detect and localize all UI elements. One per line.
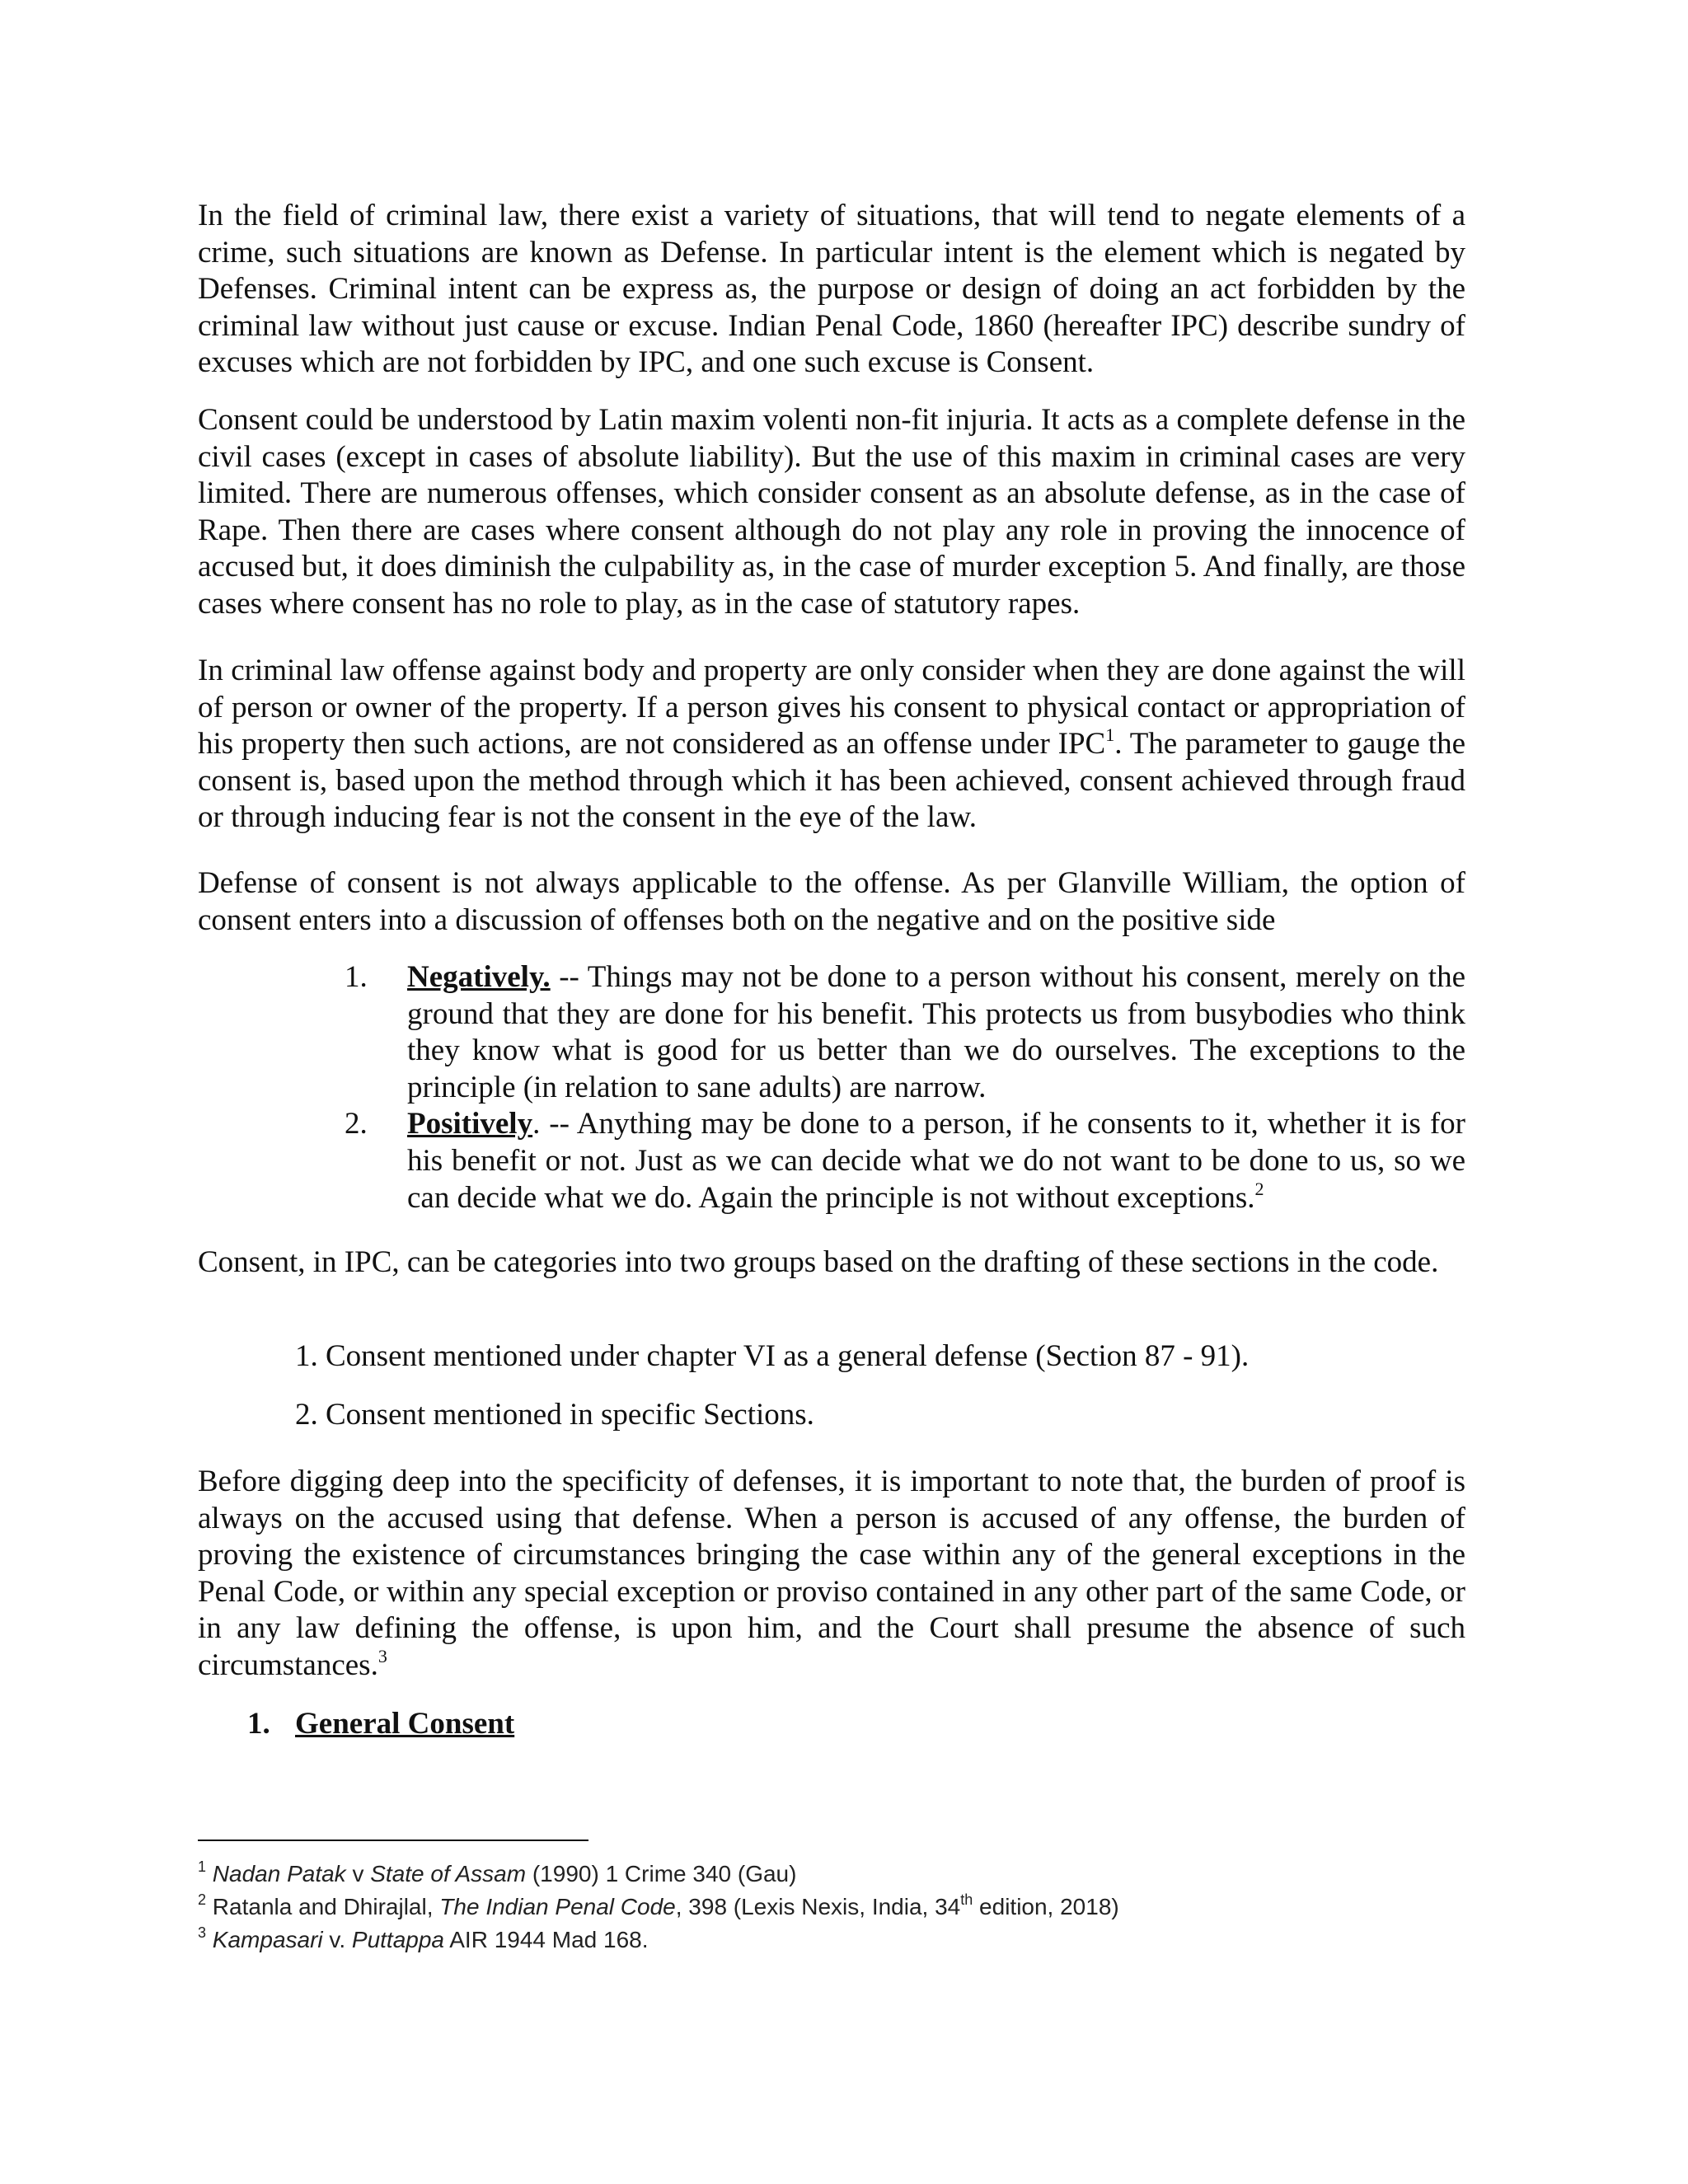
footnote-ref-1[interactable]: 1 — [1105, 724, 1115, 746]
section-heading — [247, 1706, 514, 1743]
footnote-book-title: The Indian Penal Code — [439, 1894, 676, 1919]
list-item-negatively — [345, 959, 1465, 1106]
footnote-separator — [198, 1840, 588, 1841]
list-number: 2. — [345, 1107, 368, 1141]
paragraph-text: Consent could be understood by Latin maxim volenti non-fit injuria. It acts as a complete defense in the civil cases (except in cases of absolute liability). But the use of this maxim in criminal cases are very limited. There are numerous offenses, which consider consent as an absolute defense, as in the case of Rape. Then there are cases where consent although do not play any role in proving the innocence of accused but, it does diminish the culpability as, in the case of murder exception 5. And finally, are those cases where consent has no role to play, as in the case of statutory rapes. — [198, 403, 1465, 621]
list-item-text: . -- Anything may be done to a person, if he consents to it, whether it is for his benefit or not. Just as we can decide what we do not want to be done to us, so we can decide what we do. Again the principle is not without exceptions. — [407, 1107, 1465, 1215]
footnote-citation: AIR 1944 Mad 168. — [444, 1927, 649, 1952]
williams-list — [345, 959, 1465, 1216]
paragraph-consent-maxim — [198, 402, 1465, 623]
footnote-text: , 398 (Lexis Nexis, India, 34 — [675, 1894, 961, 1919]
footnote-ordinal: th — [960, 1891, 973, 1908]
paragraph-text-continued: . The parameter to gauge the consent is, based upon the method through which it has been achieved, consent achieved through fraud or through inducing fear is not the consent in the eye of the law. — [198, 727, 1465, 835]
paragraph-text: Before digging deep into the specificity of defenses, it is important to note that, the burden of proof is always on the accused using that defense. When a person is accused of any offense, the burden of proving the existence of circumstances bringing the case within any of the general exceptions in the Penal Code, or within any special exception or proviso contained in any other part of the same Code, or in any law defining the offense, is upon him, and the Court shall presume the absence of such circumstances. — [198, 1465, 1465, 1682]
list-item-lead: Positively — [407, 1107, 533, 1141]
category-item-specific: 2. Consent mentioned in specific Sections. — [295, 1398, 814, 1432]
footnote-text: edition, 2018) — [973, 1894, 1119, 1919]
paragraph-text: In the field of criminal law, there exist a variety of situations, that will tend to negate elements of a crime, such situations are known as Defense. In particular intent is the element which is negated by Defenses. Criminal intent can be express as, the purpose or design of doing an act forbidden by the criminal law without just cause or excuse. Indian Penal Code, 1860 (hereafter IPC) describe sundry of excuses which are not forbidden by IPC, and one such excuse is Consent. — [198, 199, 1465, 380]
footnote-2 — [198, 1891, 1465, 1924]
paragraph-text: In criminal law offense against body and property are only consider when they are done against the will of person or owner of the property. If a person gives his consent to physical contact or appropriation of his property then such actions, are not considered as an offense under IPC — [198, 654, 1465, 762]
footnote-text: v — [345, 1861, 371, 1886]
footnote-citation: (1990) 1 Crime 340 (Gau) — [526, 1861, 797, 1886]
footnote-ref-2[interactable]: 2 — [1254, 1178, 1264, 1199]
paragraph-glanville-william — [198, 865, 1465, 939]
footnote-case-name: Nadan Patak — [212, 1861, 346, 1886]
category-item-general: 1. Consent mentioned under chapter VI as a general defense (Section 87 - 91). — [295, 1339, 1250, 1373]
footnote-case-name: State of Assam — [370, 1861, 527, 1886]
footnote-case-name: Kampasari — [212, 1927, 323, 1952]
paragraph-text: Defense of consent is not always applicable to the offense. As per Glanville William, the option of consent enters into a discussion of offenses both on the negative and on the positive side — [198, 866, 1465, 937]
paragraph-burden-of-proof — [198, 1464, 1465, 1685]
footnote-number: 1 — [198, 1858, 207, 1875]
list-item-text: -- Things may not be done to a person without his consent, merely on the ground that they are done for his benefit. This protects us from busybodies who think they know what is good for us better than we do ourselves. The exceptions to the principle (in relation to sane adults) are narrow. — [407, 960, 1465, 1104]
footnote-case-name: Puttappa — [351, 1927, 445, 1952]
footnote-author: Ratanla and Dhirajlal, — [212, 1894, 440, 1919]
list-item-lead: Negatively. — [407, 960, 551, 994]
footnote-text: v. — [322, 1927, 352, 1952]
paragraph-categories-intro — [198, 1244, 1465, 1282]
footnote-1 — [198, 1858, 1465, 1891]
footnote-number: 3 — [198, 1924, 207, 1941]
heading-number: 1. — [247, 1707, 270, 1741]
paragraph-defense-intro — [198, 198, 1465, 382]
paragraph-text: Consent, in IPC, can be categories into two groups based on the drafting of these sections in the code. — [198, 1245, 1439, 1279]
footnote-ref-3[interactable]: 3 — [377, 1645, 387, 1666]
footnote-3 — [198, 1924, 1465, 1957]
footnotes — [198, 1858, 1465, 1957]
heading-title: General Consent — [295, 1707, 515, 1741]
paragraph-criminal-law-offense — [198, 653, 1465, 837]
list-number: 1. — [345, 960, 368, 994]
list-item-positively — [345, 1106, 1465, 1216]
footnote-number: 2 — [198, 1891, 207, 1908]
